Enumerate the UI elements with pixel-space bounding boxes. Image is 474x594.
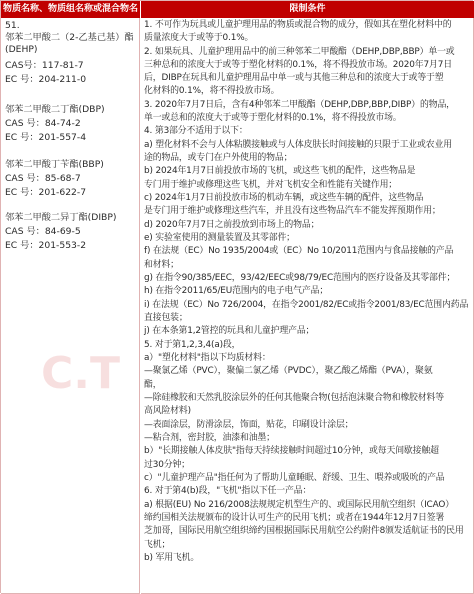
substance-line: CAS号：117-81-7 — [5, 60, 84, 71]
condition-line: d) 2020年7月7日之前投放到市场上的物品； — [144, 220, 320, 230]
conditions-column — [141, 18, 474, 594]
condition-line: b）"长期接触人体皮肤"指每天持续接触时间超过10分钟，或每天间歇接触超 — [144, 446, 439, 456]
condition-line: 过30分钟； — [144, 460, 190, 470]
condition-line: 酯， — [144, 380, 162, 390]
condition-line: 2. 如果玩具、儿童护理用品中的前三种邻苯二甲酸酯（DEHP,DBP,BBP）单一或 — [144, 47, 455, 57]
condition-line: 三种总和的浓度大于或等于塑化材料的0.1%，将不得投放市场。2020年7月7日 — [144, 60, 452, 70]
condition-line: 单一或总和的浓度大于或等于塑化材料的0.1%，将不得投放市场。 — [144, 113, 402, 123]
condition-line: c）"儿童护理产品"指任何为了帮助儿童睡眠、舒缓、卫生、喂养或吸吮的产品 — [144, 473, 445, 483]
condition-line: 6. 对于第4(b)段，"飞机"指以下任一产品： — [144, 486, 312, 496]
condition-line: 1. 不可作为玩具或儿童护理用品的物质或混合物的成分，假如其在塑化材料中的 — [144, 20, 452, 30]
substance-line: (DEHP) — [5, 44, 38, 55]
condition-line: 后，DIBP在玩具和儿童护理用品中单一或与其他三种总和的浓度大于或等于塑 — [144, 73, 444, 83]
condition-line: 飞机； — [144, 540, 171, 550]
condition-line: a) 塑化材料不会与人体粘膜接触或与人体皮肤长时间接触的只限于工业或农业用 — [144, 140, 452, 150]
substance-line: 邻苯二甲酸二丁酯(DBP) — [5, 104, 105, 115]
condition-line: 高风险材料) — [144, 406, 191, 416]
condition-line: 直接包装； — [144, 313, 188, 323]
condition-line: b) 军用飞机。 — [144, 553, 200, 563]
condition-line: 4. 第3部分不适用于以下： — [144, 126, 248, 136]
substance-line: CAS 号：84-74-2 — [5, 118, 81, 129]
condition-line: —聚氯乙烯（PVC），聚偏二氯乙烯（PVDC），聚乙酸乙烯酯（PVA），聚氨 — [144, 366, 433, 376]
condition-line: h) 在指令2011/65/EU范围内的电子电气产品； — [144, 286, 329, 296]
condition-line: —粘合剂，密封胶，油漆和油墨； — [144, 433, 275, 443]
condition-line: j) 在本条第1,2管控的玩具和儿童护理产品； — [144, 326, 315, 336]
header-substance-name: 物质名称、物质组名称或混合物名称 — [1, 1, 140, 18]
substance-column — [1, 18, 140, 594]
substance-line: EC 号：201-557-4 — [5, 132, 87, 143]
substance-line: EC 号：201-553-2 — [5, 240, 87, 251]
substance-line: CAS 号：84-69-5 — [5, 226, 81, 237]
header-conditions: 限制条件 — [141, 1, 474, 18]
condition-line: i) 在法规（EC）No 726/2004，在指令2001/82/EC或指令2001/83/EC范围内药品 — [144, 300, 469, 310]
condition-line: e) 实验室使用的测量装置及其零部件； — [144, 233, 295, 243]
condition-line: 和材料； — [144, 260, 179, 270]
substance-line: 邻苯二甲酸二异丁酯(DIBP) — [5, 212, 117, 223]
condition-line: 缔约国相关法规颁布的设计认可生产的民用飞机；或者在1944年12月7日签署 — [144, 513, 445, 523]
condition-line: 专门用于维护或修理这些飞机，并对飞机安全和性能有关键作用； — [144, 180, 398, 190]
watermark-logo: C.T — [41, 348, 121, 399]
substance-line: CAS 号：85-68-7 — [5, 173, 81, 184]
condition-line: 质量浓度大于或等于0.1%。 — [144, 33, 254, 43]
substance-line: EC 号：201-622-7 — [5, 187, 87, 198]
substance-line: 邻苯二甲酸二（2-乙基己基）酯 — [5, 32, 134, 43]
substance-line: EC 号：204-211-0 — [5, 74, 87, 85]
substance-line: 51. — [5, 20, 20, 31]
condition-line: 3. 2020年7月7日后，含有4种邻苯二甲酸酯（DEHP,DBP,BBP,DIBP）的物品， — [144, 100, 455, 110]
condition-line: —除硅橡胶和天然乳胶涂层外的任何其他聚合物(包括泡沫聚合物和橡胶材料等 — [144, 393, 444, 403]
condition-line: 5. 对于第1,2,3,4(a)段， — [144, 340, 241, 350]
condition-line: g) 在指令90/385/EEC，93/42/EEC或98/79/EC范围内的医疗设备及其零部件； — [144, 273, 456, 283]
condition-line: 化材料的0.1%，将不得投放市场。 — [144, 86, 280, 96]
condition-line: c) 2024年1月7日前投放市场的机动车辆，或这些车辆的配件，这些物品 — [144, 193, 424, 203]
condition-line: 途的物品，或专门在户外使用的物品； — [144, 153, 293, 163]
substance-line: 邻苯二甲酸丁苄酯(BBP) — [5, 159, 104, 170]
condition-line: 是专门用于维护或修理这些汽车，并且没有这些物品汽车不能发挥预期作用； — [144, 206, 441, 216]
condition-line: 芝加哥，国际民用航空组织缔约国根据国际民用航空公约附件8颁发适航证书的民用 — [144, 526, 464, 536]
condition-line: a）"塑化材料"指以下均质材料： — [144, 353, 271, 363]
condition-line: —表面涂层，防滑涂层，饰面，贴花，印刷设计涂层； — [144, 420, 354, 430]
condition-line: a) 根据(EU) No 216/2008法规规定机型生产的、或国际民用航空组织（ICAO） — [144, 500, 454, 510]
condition-line: f) 在法规（EC）No 1935/2004或（EC）No 10/2011范围内与食品接触的产品 — [144, 246, 454, 256]
condition-line: b) 2024年1月7日前投放市场的飞机，或这些飞机的配件，这些物品是 — [144, 166, 416, 176]
